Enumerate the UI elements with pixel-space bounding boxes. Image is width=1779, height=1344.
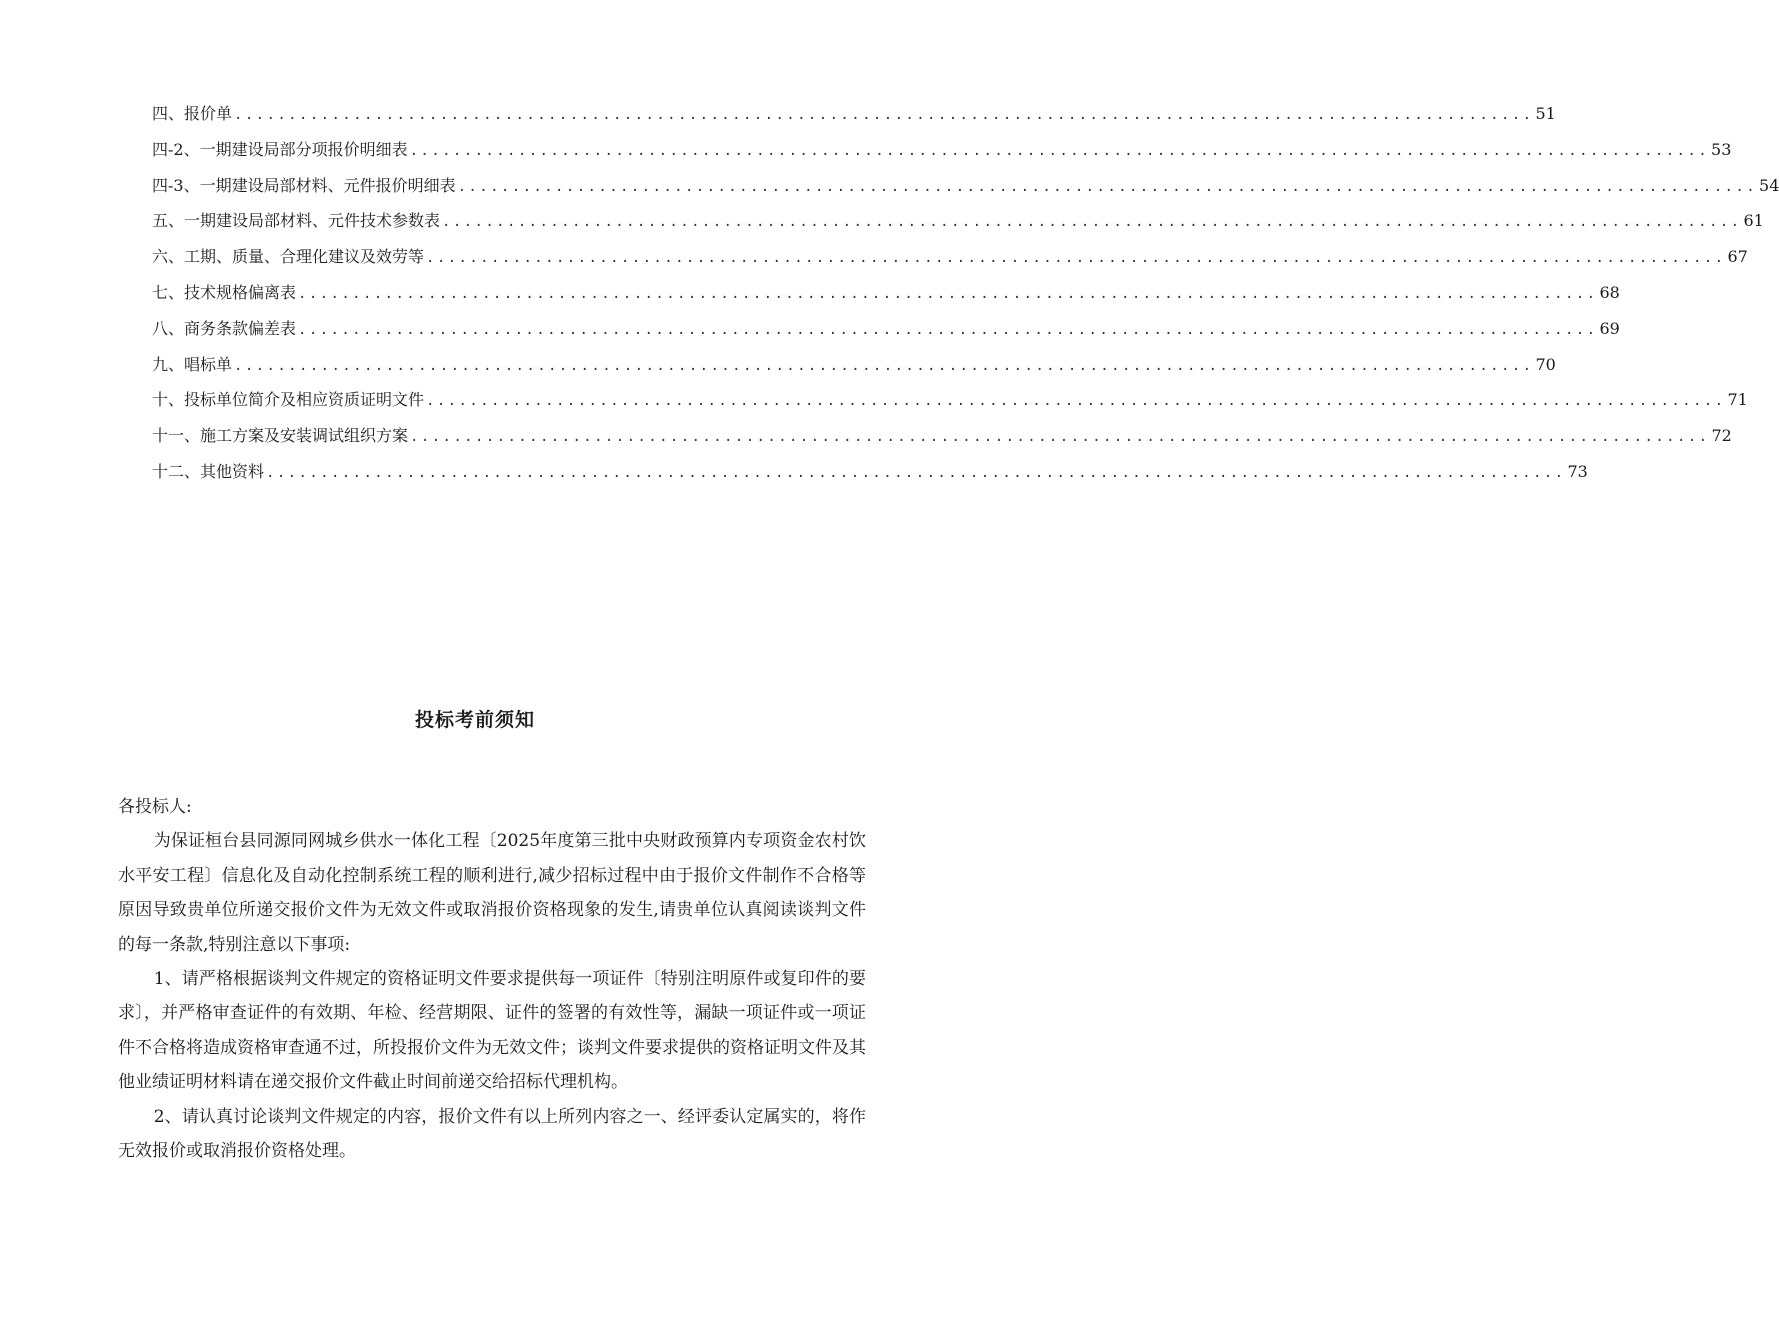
notice-paragraph: 1、请严格根据谈判文件规定的资格证明文件要求提供每一项证件〔特别注明原件或复印件的要求〕，并严格审查证件的有效期、年检、经营期限、证件的签署的有效性等，漏缺一项证件或一项证件不合格将造成资格审查通不过，所投报价文件为无效文件；谈判文件要求提供的资格证明文件及其他业绩证明材料请在递交报价文件截止时间前递交给招标代理机构。 [118, 969, 866, 1093]
toc-leader-dots: ........................................................................................................................ [410, 429, 1710, 446]
toc-leader-dots: ........................................................................................................................ [409, 142, 1710, 159]
toc-entry-page: 70 [1535, 354, 1556, 374]
toc-entry-label: 十一、施工方案及安装调试组织方案 [152, 426, 409, 446]
toc-leader-dots: ........................................................................................................................ [426, 393, 1726, 410]
toc-entry-page: 61 [1743, 211, 1764, 231]
toc-leader-dots: ........................................................................................................................ [426, 250, 1726, 267]
table-of-contents [152, 96, 1779, 490]
toc-entry-label: 七、技术规格偏离表 [152, 282, 297, 302]
toc-leader-dots: ........................................................................................................................ [266, 464, 1566, 481]
toc-entry-label: 四、报价单 [152, 104, 233, 123]
toc-entry-label: 六、工期、质量、合理化建议及效劳等 [152, 247, 425, 267]
toc-entry-label: 四-2、一期建设局部分项报价明细表 [152, 139, 408, 159]
toc-leader-dots: ........................................................................................................................ [298, 285, 1598, 302]
toc-entry[interactable] [152, 168, 1779, 204]
toc-entry-page: 54 [1759, 175, 1779, 195]
toc-entry-page: 72 [1711, 426, 1732, 446]
toc-entry-page: 68 [1599, 282, 1620, 302]
toc-entry-page: 53 [1711, 139, 1732, 159]
toc-entry-page: 71 [1727, 390, 1748, 410]
notice-paragraph: 2、请认真讨论谈判文件规定的内容，报价文件有以上所列内容之一、经评委认定属实的，将作无效报价或取消报价资格处理。 [118, 1106, 866, 1162]
notice-paragraph: 为保证桓台县同源同网城乡供水一体化工程〔2025年度第三批中央财政预算内专项资金农村饮水平安工程〕信息化及自动化控制系统工程的顺利进行,减少招标过程中由于报价文件制作不合格等原因导致贵单位所递交报价文件为无效文件或取消报价资格现象的发生,请贵单位认真阅读谈判文件的每一条款,特别注意以下事项: [118, 831, 866, 955]
toc-entry-page: 67 [1727, 247, 1748, 267]
notice-body [118, 790, 866, 1168]
notice-title: 投标考前须知 [414, 709, 535, 731]
toc-entry[interactable] [152, 347, 1556, 383]
toc-entry[interactable] [152, 132, 1732, 168]
toc-entry[interactable] [152, 311, 1620, 347]
toc-entry-label: 十二、其他资料 [152, 461, 265, 481]
toc-entry-label: 八、商务条款偏差表 [152, 318, 297, 338]
toc-entry[interactable] [152, 96, 1556, 132]
toc-entry[interactable] [152, 418, 1732, 454]
toc-entry[interactable] [152, 239, 1748, 275]
toc-entry-label: 五、一期建设局部材料、元件技术参数表 [152, 211, 441, 231]
toc-entry-label: 十、投标单位简介及相应资质证明文件 [152, 390, 425, 410]
toc-leader-dots: ........................................................................................................................ [234, 357, 1534, 374]
toc-entry[interactable] [152, 382, 1748, 418]
toc-entry[interactable] [152, 454, 1588, 490]
toc-entry-label: 九、唱标单 [152, 354, 233, 374]
toc-entry-page: 73 [1567, 461, 1588, 481]
toc-entry[interactable] [152, 275, 1620, 311]
toc-entry-page: 51 [1535, 104, 1556, 123]
toc-leader-dots: ........................................................................................................................ [298, 321, 1598, 338]
toc-leader-dots: ........................................................................................................................ [457, 178, 1758, 195]
toc-entry-page: 69 [1599, 318, 1620, 338]
toc-leader-dots: ........................................................................................................................ [234, 107, 1534, 123]
toc-entry-label: 四-3、一期建设局部材料、元件报价明细表 [152, 175, 456, 195]
toc-entry[interactable] [152, 203, 1764, 239]
notice-greeting: 各投标人: [118, 797, 192, 817]
toc-leader-dots: ........................................................................................................................ [442, 214, 1742, 231]
